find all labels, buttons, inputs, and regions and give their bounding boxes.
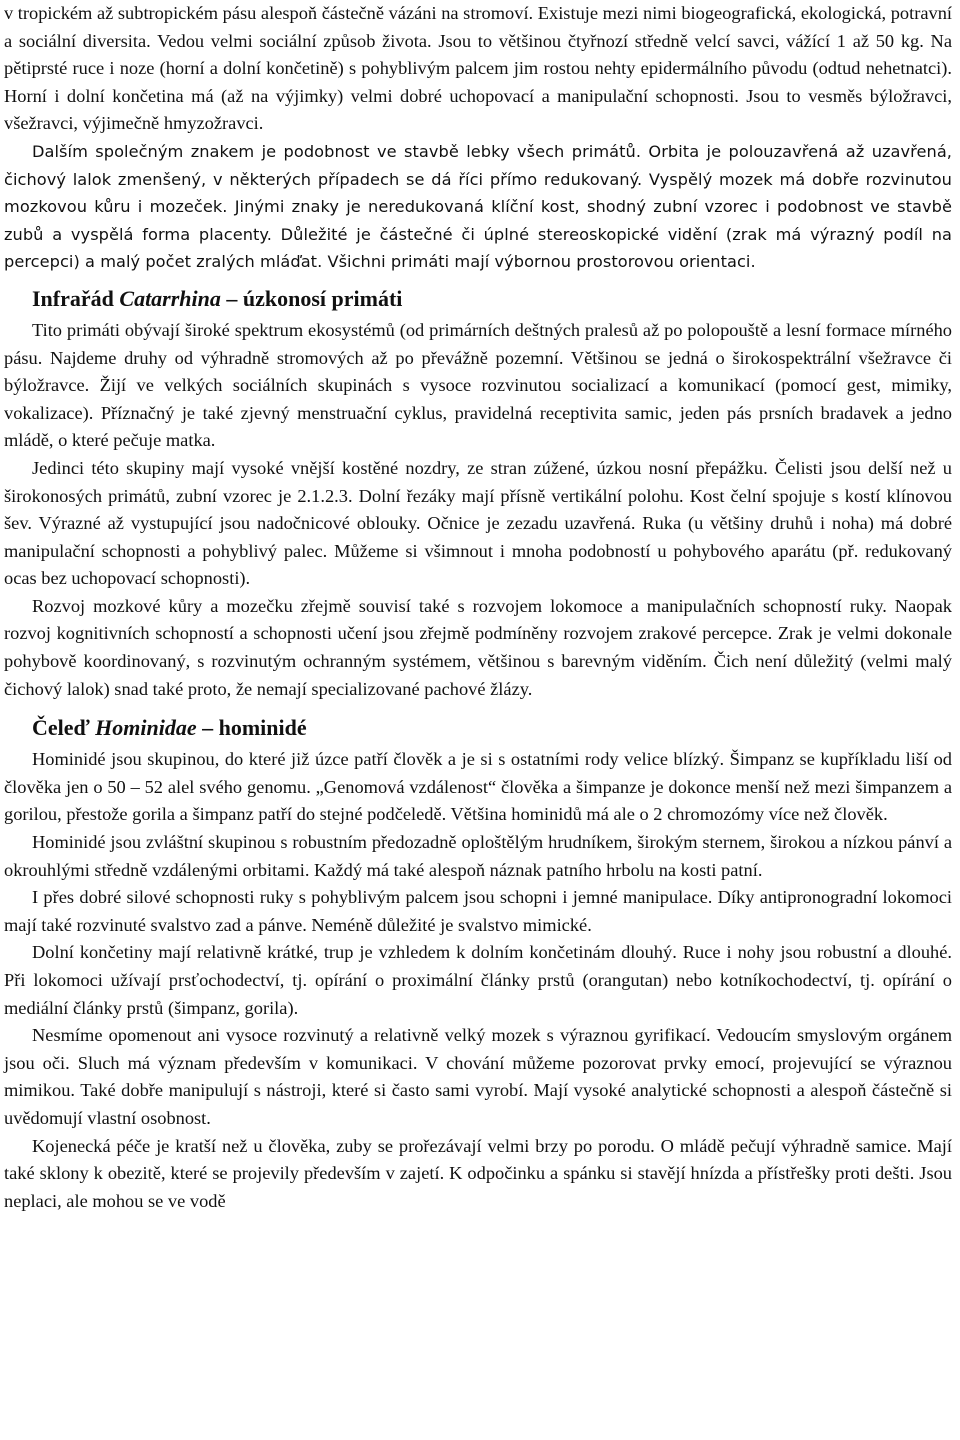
heading-prefix: Čeleď (32, 715, 96, 741)
hominidae-paragraph-3: I přes dobré silové schopnosti ruky s pohyblivým palcem jsou schopni i jemné manipulace. Díky antipronogradní lokomoci mají také rozvinuté svalstvo zad a pánve. Neméně důležité je svalstvo mimické. (4, 887, 952, 935)
catarrhina-paragraph-2: Jedinci této skupiny mají vysoké vnější kostěné nozdry, ze stran zúžené, úzkou nosní přepážku. Čelisti jsou delší než u širokonosých primátů, zubní vzorec je 2.1.2.3. Dolní řezáky mají přísně vertikální polohu. Kost čelní spojuje s kostí klínovou šev. Výrazné až vystupující jsou nadočnicové oblouky. Očnice je zezadu uzavřená. Ruka (u většiny druhů i noha) má dobré manipulační schopnosti a pohyblivý palec. Můžeme si všimnout i mnoha podobností u pohybového aparátu (př. redukovaný ocas bez uchopovací schopnosti). (4, 457, 952, 589)
heading-taxon: Catarrhina (119, 285, 221, 311)
intro-paragraph-1: v tropickém až subtropickém pásu alespoň částečně vázáni na stromoví. Existuje mezi nimi biogeografická, ekologická, potravní a sociální diversita. Vedou velmi sociální způsob života. Jsou to většinou čtyřnozí středně velcí savci, vážící 1 až 50 kg. Na pětiprsté ruce i noze (horní a dolní končetině) s pohyblivým palcem jim rostou nehty epidermálního původu (odtud nehetnatci). Horní i dolní končetina má (až na výjimky) velmi dobré uchopovací a manipulační schopnosti. Jsou to vesměs býložravci, všežravci, výjimečně hmyzožravci. (4, 3, 952, 134)
hominidae-paragraph-1: Hominidé jsou skupinou, do které již úzce patří člověk a je si s ostatními rody velice blízký. Šimpanz se kupříkladu liší od člověka jen o 50 – 52 alel svého genomu. „Genomová vzdálenost“ člověka a šimpanze je dokonce menší než mezi šimpanzem a gorilou, přestože gorila a šimpanz patří do stejné podčeledě. Většina hominidů má ale o 2 chromozómy více než člověk. (4, 749, 952, 825)
heading-taxon: Hominidae (95, 715, 197, 741)
section-heading-catarrhina (4, 284, 952, 314)
hominidae-paragraph-5: Nesmíme opomenout ani vysoce rozvinutý a relativně velký mozek s výraznou gyrifikací. Vedoucím smyslovým orgánem jsou oči. Sluch má význam především v komunikaci. V chování můžeme pozorovat prvky emocí, projevující se výraznou mimikou. Také dobře manipulují s nástroji, které si často sami vyrobí. Mají vysoké analytické schopnosti a alespoň částečně si uvědomují vlastní osobnost. (4, 1025, 952, 1128)
heading-suffix: – hominidé (196, 715, 307, 741)
hominidae-paragraph-2: Hominidé jsou zvláštní skupinou s robustním předozadně oploštělým hrudníkem, širokým sternem, širokou a nízkou pánví a okrouhlými středně vzdálenými orbitami. Každý má také alespoň náznak patního hrbolu na kosti patní. (4, 832, 952, 880)
catarrhina-paragraph-3: Rozvoj mozkové kůry a mozečku zřejmě souvisí také s rozvojem lokomoce a manipulačních schopností ruky. Naopak rozvoj kognitivních schopností a schopnosti učení jsou zřejmě podmíněny rozvojem zrakové percepce. Zrak je velmi dokonale pohybově koordinovaný, s rozvinutým ochranným systémem, většinou s barevným viděním. Čich není důležitý (velmi malý čichový lalok) snad také proto, že nemají specializované pachové žlázy. (4, 595, 952, 699)
catarrhina-paragraph-1: Tito primáti obývají široké spektrum ekosystémů (od primárních deštných pralesů až po polopouště a lesní formace mírného pásu. Najdeme druhy od výhradně stromových až po převážně pozemní. Většinou se jedná o širokospektrální všežravce či býložravce. Žijí ve velkých sociálních skupinách s vysoce rozvinutou socializací a komunikací (pomocí gest, mimiky, vokalizace). Příznačný je také zjevný menstruační cyklus, pravidelná receptivita samic, jeden pás prsních bradavek a jedno mládě, o které pečuje matka. (4, 319, 952, 451)
heading-prefix: Infrařád (32, 285, 120, 311)
heading-suffix: – úzkonosí primáti (220, 285, 403, 311)
hominidae-paragraph-6: Kojenecká péče je kratší než u člověka, zuby se prořezávají velmi brzy po porodu. O mládě pečují výhradně samice. Mají také sklony k obezitě, které se projevily především v zajetí. K odpočinku a spánku si stavějí hnízda a přístřešky proti dešti. Jsou neplaci, ale mohou se ve vodě (4, 1135, 952, 1211)
intro-paragraph-2: Dalším společným znakem je podobnost ve stavbě lebky všech primátů. Orbita je polouzavřená až uzavřená, čichový lalok zmenšený, v některých případech se dá říci přímo redukovaný. Vyspělý mozek má dobře rozvinutou mozkovou kůru i mozeček. Jinými znaky je neredukovaná klíční kost, shodný zubní vzorec i podobnost ve stavbě zubů a vyspělá forma placenty. Důležité je částečné či úplné stereoskopické vidění (zrak má výrazný podíl na percepci) a malý počet zralých mláďat. Všichni primáti mají výbornou prostorovou orientaci. (4, 141, 952, 272)
hominidae-paragraph-4: Dolní končetiny mají relativně krátké, trup je vzhledem k dolním končetinám dlouhý. Ruce i nohy jsou robustní a dlouhé. Při lokomoci užívají prsťochodectví, tj. opírání o proximální články prstů (orangutan) nebo kotníkochodectví, tj. opírání o mediální články prstů (šimpanz, gorila). (4, 942, 952, 1018)
section-heading-hominidae (4, 713, 952, 743)
